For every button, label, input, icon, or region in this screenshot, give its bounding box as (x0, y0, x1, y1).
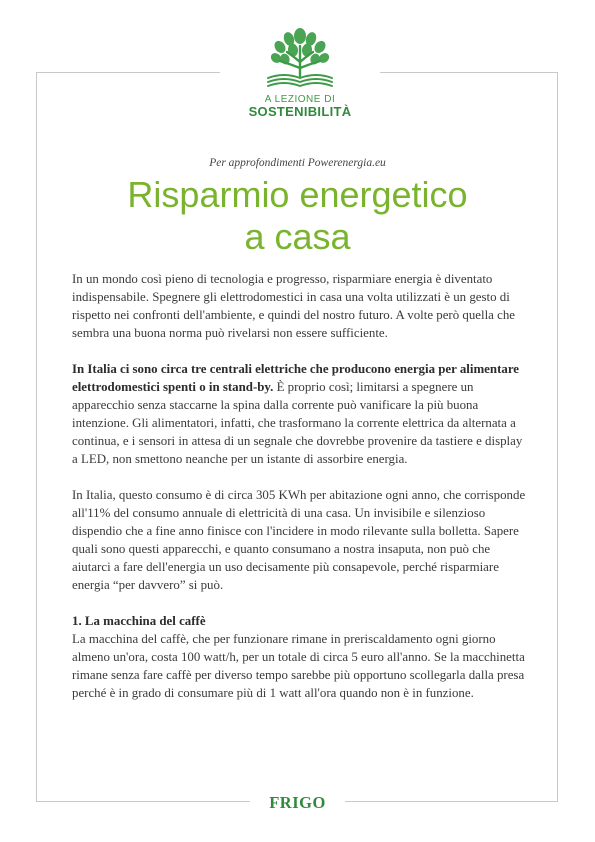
reference-note: Per approfondimenti Powerenergia.eu (209, 157, 386, 169)
footer (250, 790, 345, 816)
standby-highlight: In Italia ci sono circa tre centrali elettriche che producono energia per alimentare elettrodomestici spenti o in stand-by. (72, 362, 520, 394)
title-line1: Risparmio energetico (127, 174, 468, 215)
standby-paragraph (72, 360, 526, 468)
logo-line1: A LEZIONE DI (264, 94, 336, 105)
title-line2: a casa (244, 216, 351, 257)
logo (220, 20, 380, 132)
page-title (0, 174, 595, 258)
intro-paragraph: In un mondo così pieno di tecnologia e progresso, risparmiare energia è diventato indispensabile. Spegnere gli elettrodomestici in casa una volta utilizzati è un gesto di rispetto nei confronti dell'ambiente, e quindi del nostro futuro. A volte però quella che sembra una buona norma può rivelarsi non essere sufficiente. (72, 272, 515, 340)
section-heading-text: 1. La macchina del caffè (72, 614, 206, 628)
consumption-paragraph: In Italia, questo consumo è di circa 305 KWh per abitazione ogni anno, che corrisponde all'11% del consumo annuale di elettricità di una casa. Un invisibile e silenzioso dispendio che a fine anno finisce con l'incidere in modo rilevante sulla bolletta. Sapere quali sono questi apparecchi, e quanto consumano a nostra insaputa, non può che aiutarci a fare dell'energia un uso decisamente più consapevole, perché risparmiare energia “per davvero” si può. (72, 488, 526, 592)
section-text: La macchina del caffè, che per funzionare rimane in preriscaldamento ogni giorno almeno un'ora, costa 100 watt/h, per un totale di circa 5 euro all'anno. Se la macchinetta rimane senza fare caffè per diverso tempo sarebbe più opportuno scollegarla dalla presa perché è in grado di consumare più di 1 watt all'ora quando non è in funzione. (72, 632, 525, 700)
tree-on-book-icon (260, 24, 340, 92)
article-body (72, 270, 526, 720)
standby-text: È proprio così; limitarsi a spegnere un apparecchio senza staccarne la spina dalla corrente può vanificare la più buona intenzione. Gli alimentatori, infatti, che trasformano la corrente elettrica da alternata a continua, e i sensori in attesa di un segnale che dovrebbe provenire da tastiere e display a LED, non smettono neanche per un istante di assorbire energia. (72, 380, 523, 466)
footer-label: FRIGO (269, 793, 326, 812)
logo-line2: SOSTENIBILITÀ (248, 104, 352, 119)
section-heading (72, 612, 526, 630)
